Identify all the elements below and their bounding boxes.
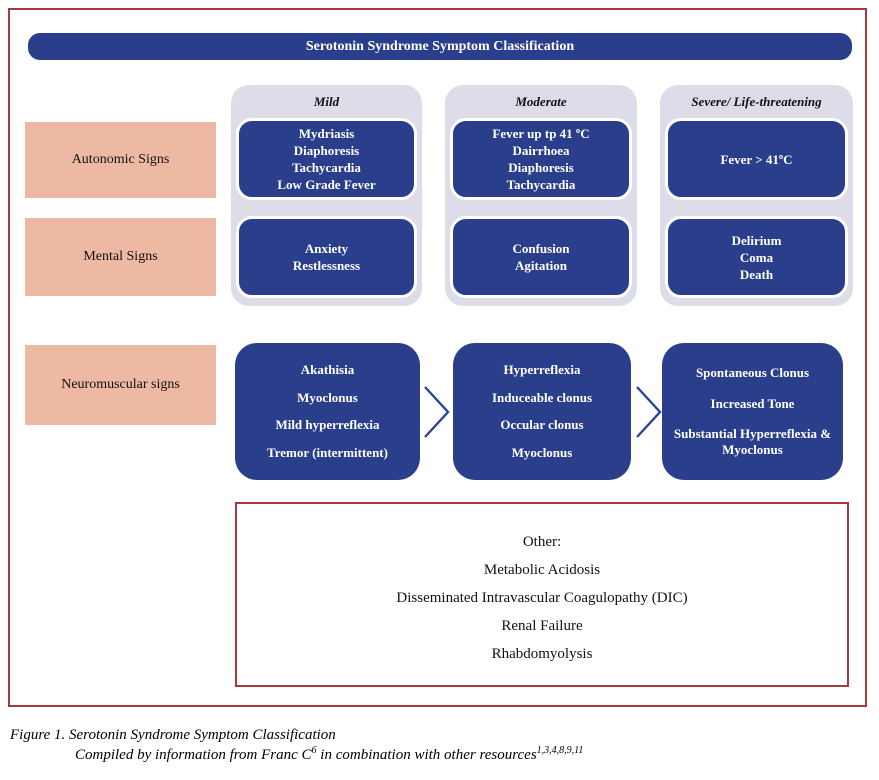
caption-text: in combination with other resources [316,747,537,763]
symptom-line: Diaphoresis [293,143,360,158]
symptom-line: Agitation [515,258,567,273]
symptom-line: Hyperreflexia [503,362,581,378]
neuromuscular-moderate-box [453,343,631,480]
figure-title: Serotonin Syndrome Symptom Classification [305,38,575,54]
row-label-text: Mental Signs [83,249,158,264]
symptom-line: Mild hyperreflexia [275,417,380,433]
caption-text: Compiled by information from Franc C [75,747,312,763]
chevron-right-icon [635,384,662,440]
chevron-right-icon [423,384,450,440]
row-label-mental-signs [25,218,216,296]
symptom-line: Tremor (intermittent) [267,444,388,460]
column-panel-severe [660,85,853,306]
symptom-line: Increased Tone [710,395,795,411]
symptom-line: Spontaneous Clonus [695,365,810,381]
column-header-mild: Mild [313,94,340,109]
mental-mild-box [236,216,417,298]
column-header-severe: Severe/ Life-threatening [691,94,822,109]
column-panel-moderate [445,85,637,306]
symptom-line: Fever > 41ºC [720,151,793,167]
symptom-line: Anxiety [304,241,349,256]
other-item: Metabolic Acidosis [483,562,601,578]
symptom-line: Confusion [512,241,570,256]
autonomic-moderate-box [450,118,632,200]
row-label-neuromuscular-signs [25,345,216,425]
figure-title-banner [28,33,852,60]
figure-caption-line1: Figure 1. Serotonin Syndrome Symptom Classification [10,727,336,743]
symptom-line: Delirium [731,232,782,248]
mental-severe-box [665,216,848,298]
other-item: Rhabdomyolysis [491,646,593,662]
autonomic-severe-box [665,118,848,200]
symptom-line: Tachycardia [506,177,576,192]
row-label-text: Autonomic Signs [71,152,170,167]
caption-superscript: 6 [311,745,317,756]
symptom-line: Dairrhoea [512,143,570,158]
row-label-autonomic-signs [25,122,216,198]
symptom-line: Low Grade Fever [277,177,376,192]
symptom-line: Diaphoresis [508,160,574,175]
figure-caption-line2 [75,747,583,764]
mental-moderate-box [450,216,632,298]
symptom-line: Myoclonus [511,444,573,460]
symptom-line: Coma [739,249,774,265]
symptom-line: Tachycardia [292,160,361,175]
symptom-line: Akathisia [300,362,355,378]
column-header-moderate: Moderate [515,94,567,109]
caption-superscript: 1,3,4,8,9,11 [536,745,584,756]
other-item: Disseminated Intravascular Coagulopathy (DIC) [396,590,688,606]
column-panel-mild [231,85,422,306]
symptom-line: Substantial Hyperreflexia & Myoclonus [673,425,832,457]
other-symptoms-box [235,502,849,687]
neuromuscular-severe-box [662,343,843,480]
autonomic-mild-box [236,118,417,200]
symptom-line: Myoclonus [297,389,358,405]
other-item: Renal Failure [501,618,583,634]
symptom-line: Occular clonus [500,417,584,433]
row-label-text: Neuromuscular signs [61,377,180,392]
symptom-line: Fever up tp 41 ºC [492,126,590,141]
symptom-line: Death [739,266,774,282]
symptom-line: Induceable clonus [491,389,593,405]
neuromuscular-mild-box [235,343,420,480]
symptom-line: Mydriasis [298,126,355,141]
symptom-line: Restlessness [292,258,361,273]
other-heading: Other: [522,534,562,550]
